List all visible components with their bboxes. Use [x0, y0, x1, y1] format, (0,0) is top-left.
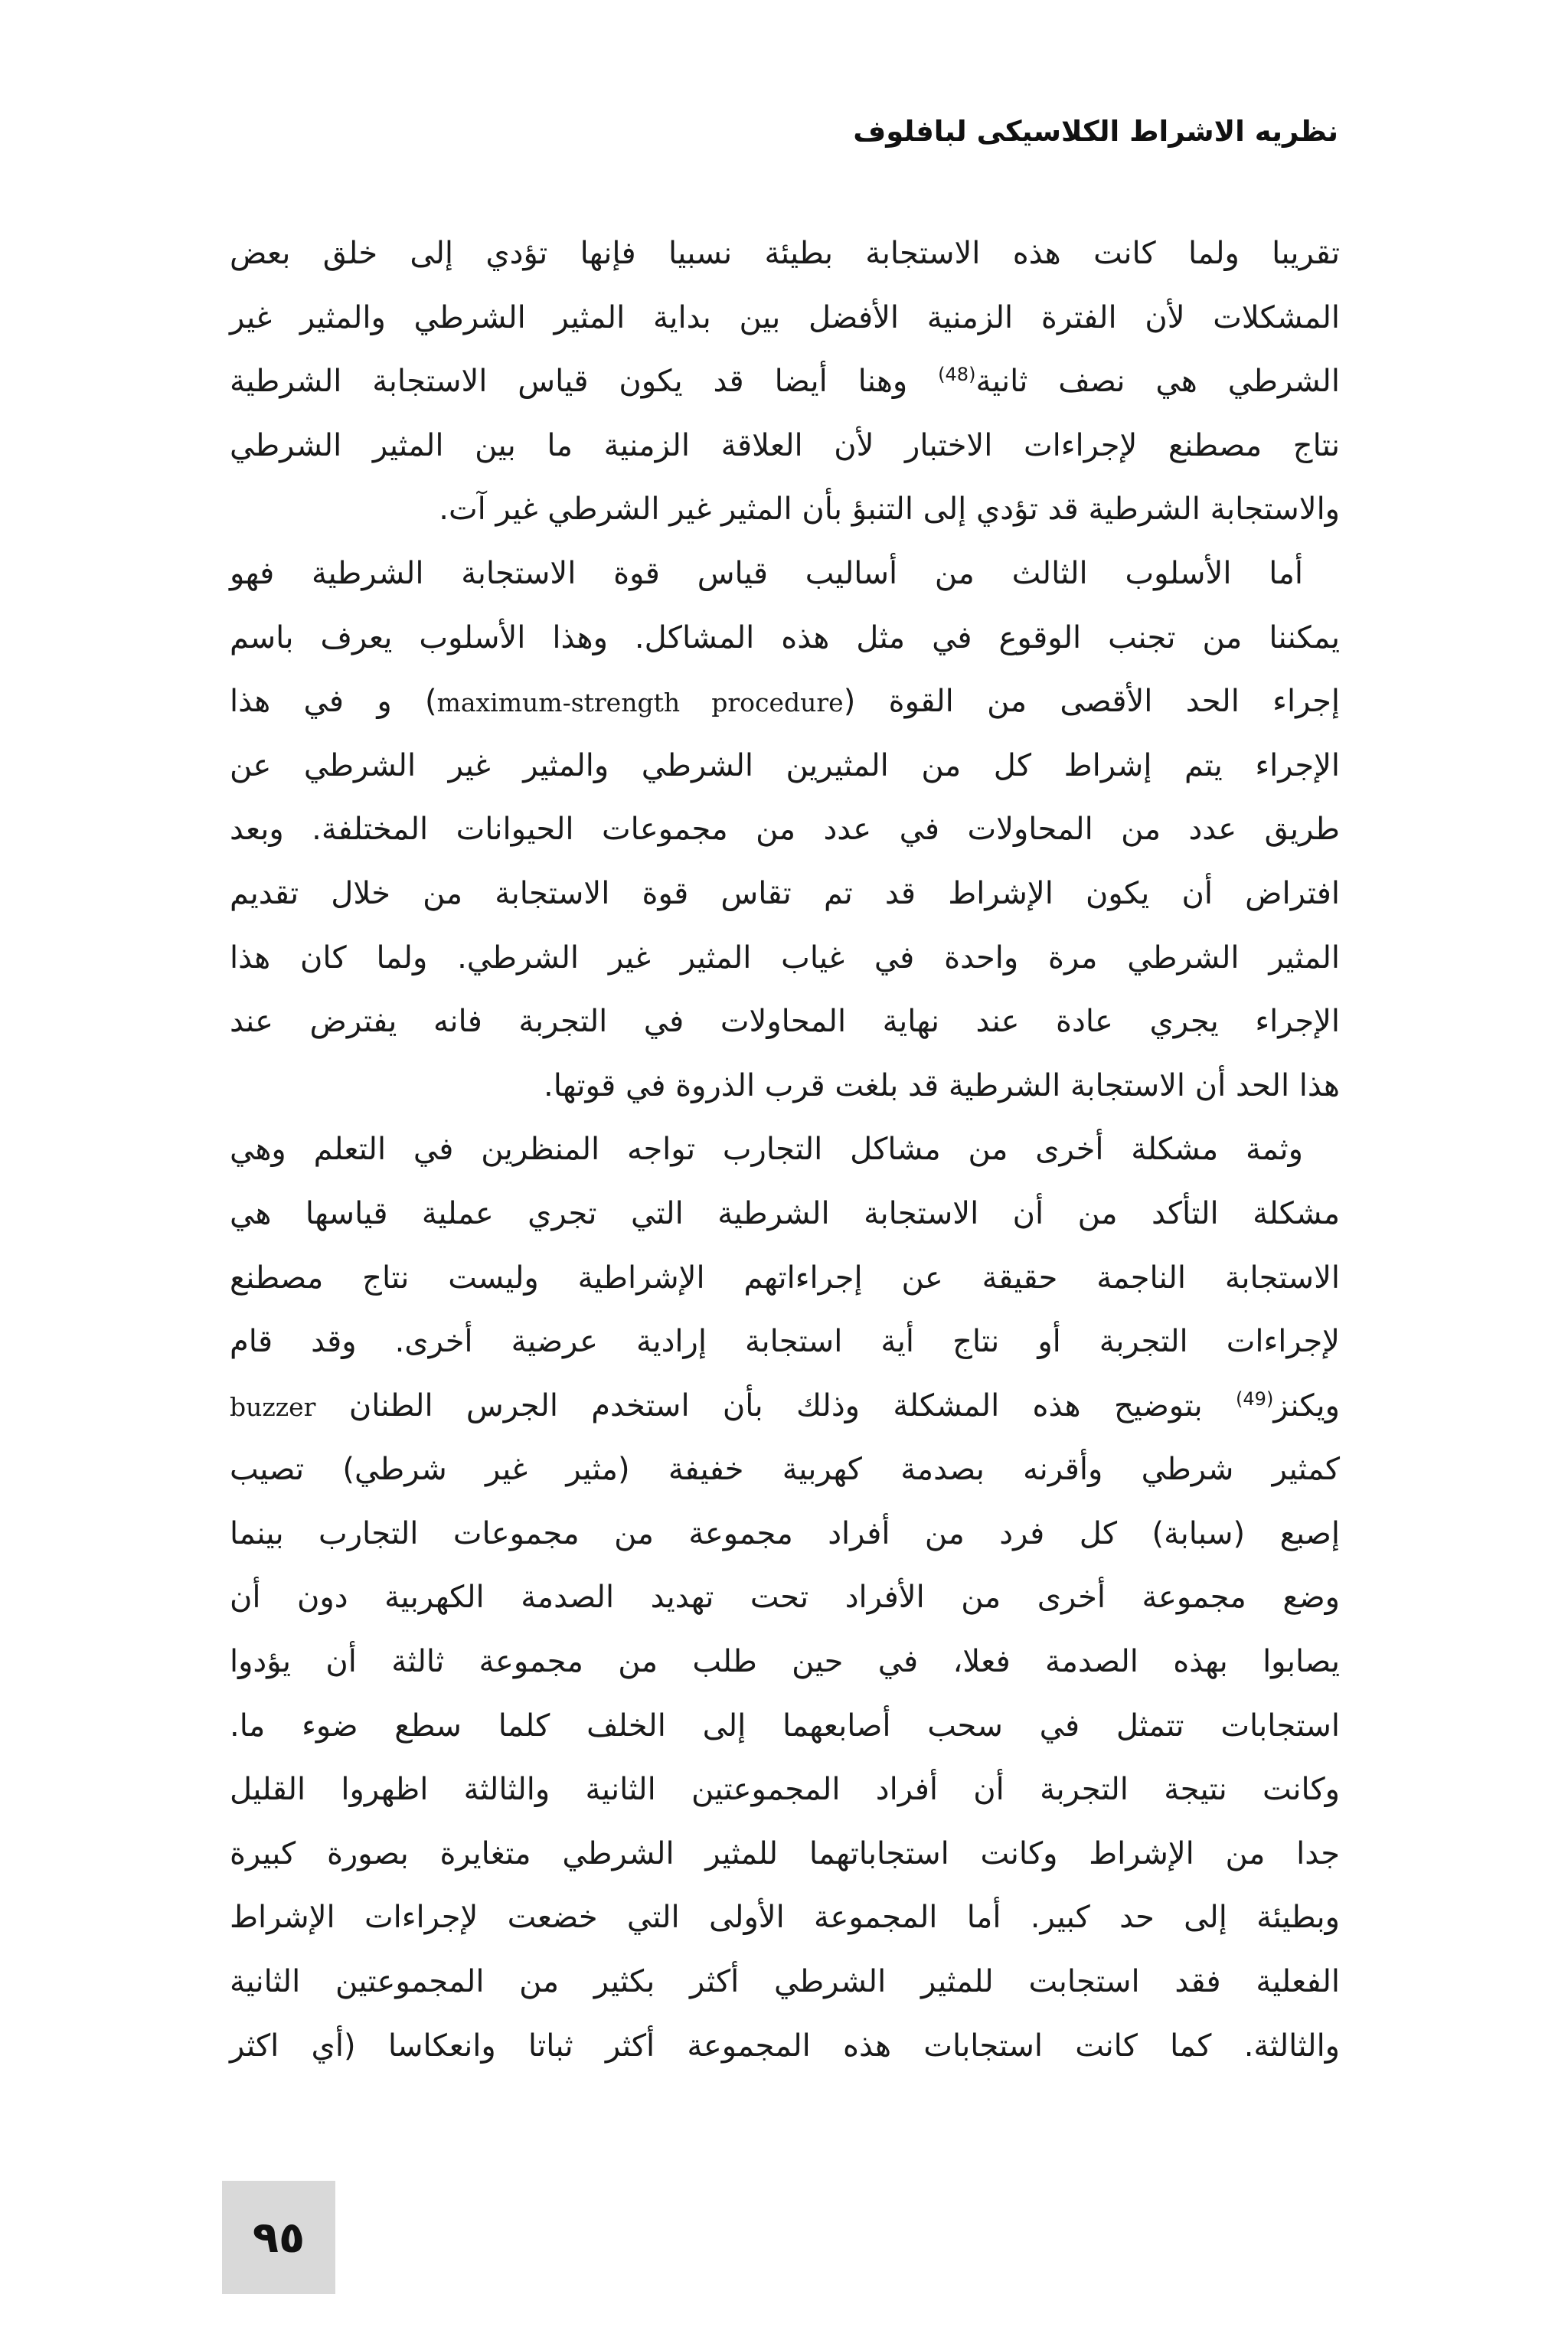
- text-segment: وضع مجموعة أخرى من الأفراد تحت تهديد الصدمة الكهربية دون أن: [230, 1580, 1340, 1616]
- text-segment: يمكننا من تجنب الوقوع في مثل هذه المشاكل. وهذا الأسلوب يعرف باسم: [230, 619, 1340, 655]
- text-segment: تقريبا ولما كانت هذه الاستجابة بطيئة نسبيا فإنها تؤدي إلى خلق بعض: [230, 236, 1340, 271]
- text-segment: الاستجابة الناجمة حقيقة عن إجراءاتهم الإشراطية وليست نتاج مصطنع: [230, 1260, 1340, 1296]
- text-line: [230, 1182, 1340, 1247]
- text-segment: افتراض أن يكون الإشراط قد تم تقاس قوة الاستجابة من خلال تقديم: [230, 875, 1340, 911]
- text-segment: لإجراءات التجربة أو نتاج أية استجابة إرادية عرضية أخرى. وقد قام: [230, 1324, 1340, 1360]
- text-segment: كمثير شرطي وأقرنه بصدمة كهربية خفيفة (مثير غير شرطي) تصيب: [230, 1452, 1340, 1488]
- text-line: [230, 414, 1340, 479]
- text-segment: الإجراء يتم إشراط كل من المثيرين الشرطي والمثير غير الشرطي عن: [230, 747, 1340, 783]
- text-segment: والثالثة. كما كانت استجابات هذه المجموعة أكثر ثباتا وانعكاسا (أي اكثر: [230, 2028, 1340, 2064]
- text-segment: والاستجابة الشرطية قد تؤدي إلى التنبؤ بأن المثير غير الشرطي غير آت.: [439, 492, 1340, 528]
- text-segment: استجابات تتمثل في سحب أصابعهما إلى الخلف كلما سطع ضوء ما.: [230, 1708, 1340, 1744]
- footnote-ref-48: (48): [938, 364, 976, 386]
- text-segment: المثير الشرطي مرة واحدة في غياب المثير غير الشرطي. ولما كان هذا: [230, 940, 1340, 976]
- text-line: [230, 1695, 1340, 1759]
- body-text: [230, 222, 1340, 2152]
- paragraph-first-line: [230, 1118, 1340, 1182]
- text-line: [230, 1310, 1340, 1374]
- text-segment: وبطيئة إلى حد كبير. أما المجموعة الأولى التي خضعت لإجراءات الإشراط: [230, 1900, 1340, 1936]
- text-segment: الفعلية فقد استجابت للمثير الشرطي أكثر بكثير من المجموعتين الثانية: [230, 1964, 1340, 2000]
- text-segment: وهنا أيضا قد يكون قياس الاستجابة الشرطية: [230, 364, 939, 400]
- latin-term: buzzer: [230, 1391, 316, 1422]
- paragraph-first-line: [230, 542, 1340, 606]
- text-line: [230, 1630, 1340, 1695]
- text-segment: يصابوا بهذه الصدمة فعلا، في حين طلب من مجموعة ثالثة أن يؤدوا: [230, 1644, 1340, 1680]
- text-line: [230, 606, 1340, 671]
- text-segment: جدا من الإشراط وكانت استجاباتهما للمثير الشرطي متغايرة بصورة كبيرة: [230, 1835, 1340, 1871]
- text-segment: طريق عدد من المحاولات في عدد من مجموعات الحيوانات المختلفة. وبعد: [230, 812, 1340, 848]
- text-line: [230, 1566, 1340, 1630]
- text-segment: بتوضيح هذه المشكلة وذلك بأن استخدم الجرس الطنان: [315, 1387, 1236, 1423]
- latin-term: maximum-strength procedure: [436, 688, 844, 718]
- text-line: [230, 222, 1340, 286]
- text-line: [230, 1247, 1340, 1311]
- text-line: [230, 286, 1340, 351]
- text-segment: أما الأسلوب الثالث من أساليب قياس قوة الاستجابة الشرطية فهو: [230, 555, 1303, 591]
- text-line: [230, 734, 1340, 799]
- text-segment: الإجراء يجري عادة عند نهاية المحاولات في التجربة فانه يفترض عند: [230, 1004, 1340, 1040]
- text-line: [230, 798, 1340, 862]
- text-line: [230, 990, 1340, 1054]
- text-line: [230, 1822, 1340, 1887]
- text-line: [230, 2015, 1340, 2079]
- text-segment: ويكنز: [1273, 1387, 1340, 1423]
- text-segment: نتاج مصطنع لإجراءات الاختبار لأن العلاقة الزمنية ما بين المثير الشرطي: [230, 427, 1340, 463]
- text-line: [230, 927, 1340, 991]
- text-segment: الشرطي هي نصف ثانية: [975, 364, 1340, 400]
- text-segment: مشكلة التأكد من أن الاستجابة الشرطية التي تجري عملية قياسها هي: [230, 1195, 1340, 1231]
- text-segment: إصبع (سبابة) كل فرد من أفراد مجموعة من مجموعات التجارب بينما: [230, 1515, 1340, 1551]
- text-line: [230, 862, 1340, 927]
- paragraph-last-line: [230, 478, 1340, 542]
- text-line: [230, 1374, 1340, 1439]
- running-head-title: نظريه الاشراط الكلاسيكى لبافلوف: [853, 115, 1338, 148]
- text-line: [230, 1886, 1340, 1950]
- text-segment: إجراء الحد الأقصى من القوة (: [843, 684, 1341, 720]
- text-line: [230, 1438, 1340, 1502]
- paragraph-last-line: [230, 1054, 1340, 1119]
- text-segment: وكانت نتيجة التجربة أن أفراد المجموعتين الثانية والثالثة اظهروا القليل: [230, 1772, 1340, 1808]
- text-line: [230, 670, 1340, 734]
- text-segment: المشكلات لأن الفترة الزمنية الأفضل بين بداية المثير الشرطي والمثير غير: [230, 299, 1340, 335]
- text-segment: هذا الحد أن الاستجابة الشرطية قد بلغت قرب الذروة في قوتها.: [544, 1067, 1340, 1103]
- page-number: ٩٥: [222, 2181, 335, 2294]
- text-line: [230, 1950, 1340, 2015]
- text-line: [230, 350, 1340, 414]
- footnote-ref-49: (49): [1236, 1387, 1274, 1410]
- text-line: [230, 1502, 1340, 1567]
- text-segment: وثمة مشكلة أخرى من مشاكل التجارب تواجه المنظرين في التعلم وهي: [230, 1132, 1303, 1168]
- text-segment: ) و في هذا: [230, 684, 437, 720]
- text-line: [230, 1758, 1340, 1822]
